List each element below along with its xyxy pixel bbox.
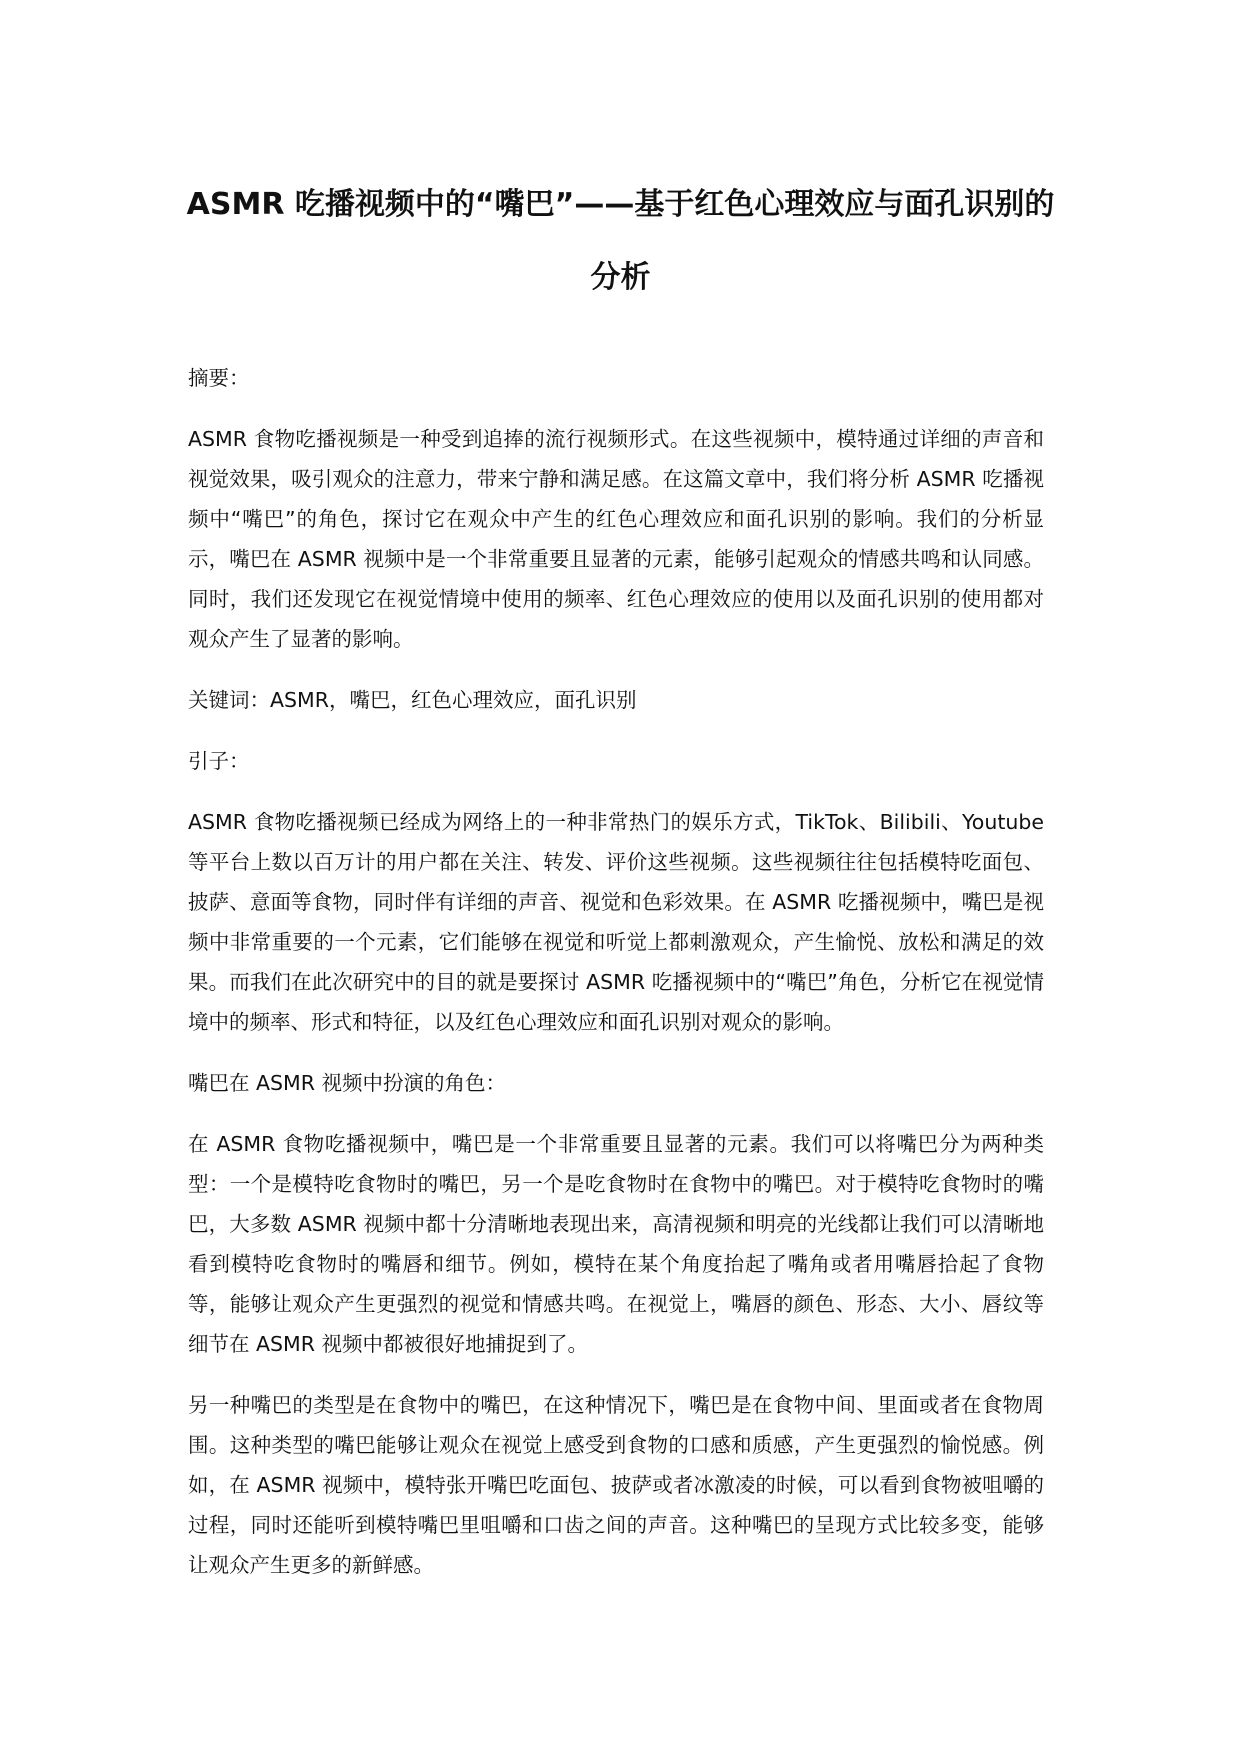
abstract-paragraph: ASMR 食物吃播视频是一种受到追捧的流行视频形式。在这些视频中，模特通过详细的声音和视觉效果，吸引观众的注意力，带来宁静和满足感。在这篇文章中，我们将分析 ASMR 吃播视频中“嘴巴”的角色，探讨它在观众中产生的红色心理效应和面孔识别的影响。我们的分析显示，嘴巴在 ASMR 视频中是一个非常重要且显著的元素，能够引起观众的情感共鸣和认同感。同时，我们还发现它在视觉情境中使用的频率、红色心理效应的使用以及面孔识别的使用都对观众产生了显著的影响。 <box>188 427 1044 651</box>
document-body <box>188 358 1044 1606</box>
keywords-line: 关键词：ASMR，嘴巴，红色心理效应，面孔识别 <box>188 688 637 712</box>
section-paragraph-1: 在 ASMR 食物吃播视频中，嘴巴是一个非常重要且显著的元素。我们可以将嘴巴分为两种类型：一个是模特吃食物时的嘴巴，另一个是吃食物时在食物中的嘴巴。对于模特吃食物时的嘴巴，大多数 ASMR 视频中都十分清晰地表现出来，高清视频和明亮的光线都让我们可以清晰地看到模特吃食物时的嘴唇和细节。例如，模特在某个角度抬起了嘴角或者用嘴唇拾起了食物等，能够让观众产生更强烈的视觉和情感共鸣。在视觉上，嘴唇的颜色、形态、大小、唇纹等细节在 ASMR 视频中都被很好地捕捉到了。 <box>188 1132 1044 1356</box>
section-paragraph-2: 另一种嘴巴的类型是在食物中的嘴巴，在这种情况下，嘴巴是在食物中间、里面或者在食物周围。这种类型的嘴巴能够让观众在视觉上感受到食物的口感和质感，产生更强烈的愉悦感。例如，在 ASMR 视频中，模特张开嘴巴吃面包、披萨或者冰激凌的时候，可以看到食物被咀嚼的过程，同时还能听到模特嘴巴里咀嚼和口齿之间的声音。这种嘴巴的呈现方式比较多变，能够让观众产生更多的新鲜感。 <box>188 1393 1044 1577</box>
abstract-label: 摘要： <box>188 366 250 390</box>
document-title: ASMR 吃播视频中的“嘴巴”——基于红色心理效应与面孔识别的分析 <box>186 187 1055 295</box>
intro-label: 引子： <box>188 749 250 773</box>
section-heading: 嘴巴在 ASMR 视频中扮演的角色： <box>188 1071 506 1095</box>
intro-paragraph: ASMR 食物吃播视频已经成为网络上的一种非常热门的娱乐方式，TikTok、Bilibili、Youtube 等平台上数以百万计的用户都在关注、转发、评价这些视频。这些视频往往包括模特吃面包、披萨、意面等食物，同时伴有详细的声音、视觉和色彩效果。在 ASMR 吃播视频中，嘴巴是视频中非常重要的一个元素，它们能够在视觉和听觉上都刺激观众，产生愉悦、放松和满足的效果。而我们在此次研究中的目的就是要探讨 ASMR 吃播视频中的“嘴巴”角色，分析它在视觉情境中的频率、形式和特征，以及红色心理效应和面孔识别对观众的影响。 <box>188 810 1044 1034</box>
